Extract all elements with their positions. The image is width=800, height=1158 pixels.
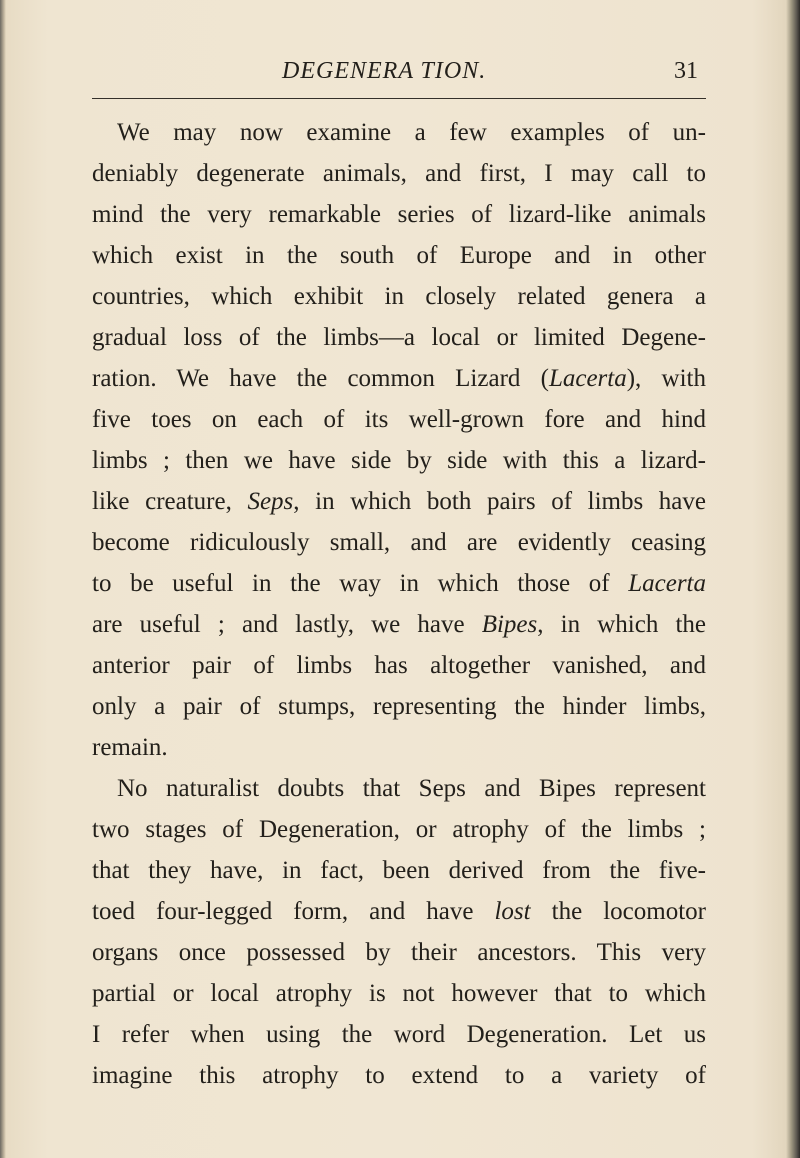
text-line xyxy=(92,563,706,604)
text-line xyxy=(92,194,706,235)
text-run: only a pair of stumps, representing the hinder limbs, xyxy=(92,693,706,720)
text-line xyxy=(92,645,706,686)
text-run: gradual loss of the limbs—a local or limited Degene- xyxy=(92,324,706,351)
text-run: deniably degenerate animals, and first, I may call to xyxy=(92,160,706,187)
text-line xyxy=(92,604,706,645)
text-run: countries, which exhibit in closely related genera a xyxy=(92,283,706,310)
text-run: two stages of Degeneration, or atrophy of the limbs ; xyxy=(92,816,706,843)
text-run: anterior pair of limbs has altogether vanished, and xyxy=(92,652,706,679)
text-line xyxy=(92,850,706,891)
header-rule xyxy=(92,98,706,99)
text-run: ration. We have the common Lizard ( xyxy=(92,365,549,392)
text-run: toed four-legged form, and have xyxy=(92,898,495,925)
text-run: We may now examine a few examples of un- xyxy=(117,119,706,146)
text-line xyxy=(92,399,706,440)
text-line xyxy=(92,358,706,399)
text-run: five toes on each of its well-grown fore and hind xyxy=(92,406,706,433)
running-head xyxy=(92,58,706,98)
text-line xyxy=(92,686,706,727)
text-run: I refer when using the word Degeneration. Let us xyxy=(92,1021,706,1048)
text-line xyxy=(92,440,706,481)
text-run: mind the very remarkable series of lizard-like animals xyxy=(92,201,706,228)
text-line xyxy=(92,481,706,522)
genus-name: Lacerta xyxy=(628,570,706,597)
text-line xyxy=(92,112,706,153)
text-run: like creature, xyxy=(92,488,248,515)
text-run: No naturalist doubts that Seps and Bipes represent xyxy=(117,775,706,802)
text-line xyxy=(92,809,706,850)
text-run: that they have, in fact, been derived from the five- xyxy=(92,857,706,884)
body-text xyxy=(92,112,706,1096)
genus-name: Lacerta xyxy=(548,365,627,392)
text-line xyxy=(92,932,706,973)
text-line xyxy=(92,317,706,358)
text-run: to be useful in the way in which those of xyxy=(92,570,629,597)
text-run: , in which the xyxy=(537,611,706,638)
text-run: ), with xyxy=(626,365,706,392)
text-run: limbs ; then we have side by side with this a lizard- xyxy=(92,447,706,474)
text-line xyxy=(92,727,706,768)
page-number: 31 xyxy=(674,58,698,84)
page-left-edge xyxy=(0,0,6,1158)
text-run: partial or local atrophy is not however that to which xyxy=(92,980,706,1007)
text-line xyxy=(92,1055,706,1096)
emphasis-word: lost xyxy=(494,898,531,925)
text-line xyxy=(92,276,706,317)
text-run: the locomotor xyxy=(530,898,706,925)
paragraph-1 xyxy=(92,112,706,768)
text-line xyxy=(92,522,706,563)
text-line xyxy=(92,891,706,932)
page-right-edge xyxy=(786,0,800,1158)
text-run: remain. xyxy=(92,734,168,761)
text-run: which exist in the south of Europe and in other xyxy=(92,242,706,269)
text-run: are useful ; and lastly, we have xyxy=(92,611,482,638)
text-run: , in which both pairs of limbs have xyxy=(293,488,707,515)
text-run: imagine this atrophy to extend to a variety of xyxy=(92,1062,706,1089)
text-line xyxy=(92,235,706,276)
genus-name: Bipes xyxy=(481,611,538,638)
running-head-title: DEGENERA TION. xyxy=(282,58,487,84)
text-line xyxy=(92,973,706,1014)
text-line xyxy=(92,1014,706,1055)
text-run: organs once possessed by their ancestors. This very xyxy=(92,939,706,966)
paragraph-2 xyxy=(92,768,706,1096)
text-line xyxy=(92,768,706,809)
text-run: become ridiculously small, and are evidently ceasing xyxy=(92,529,706,556)
genus-name: Seps xyxy=(247,488,294,515)
text-line xyxy=(92,153,706,194)
